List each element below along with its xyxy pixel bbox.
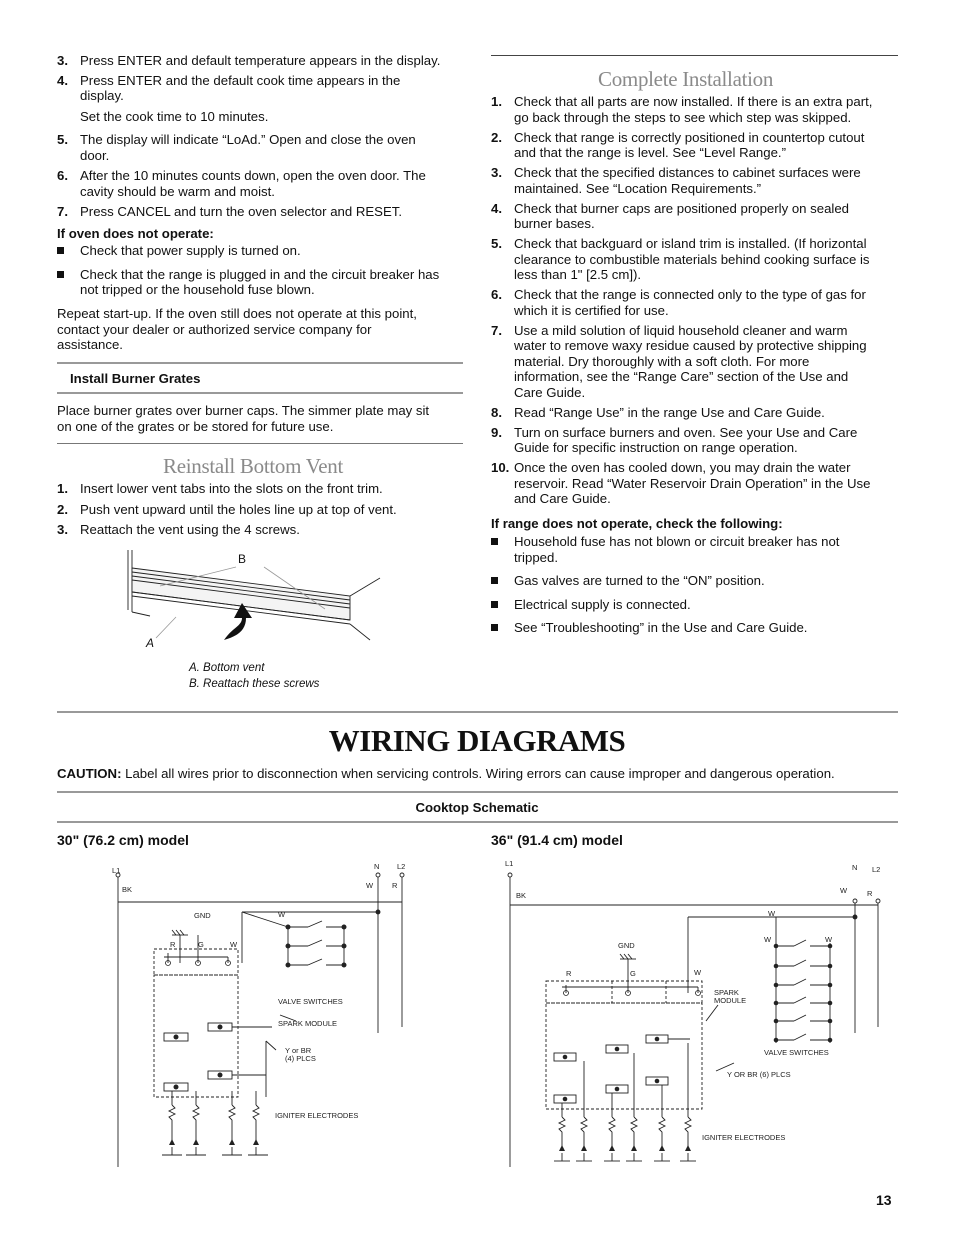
bullet-text-line: See “Troubleshooting” in the Use and Care Guide. [514, 620, 808, 635]
step-text-line: Guide for specific instruction on range operation. [514, 440, 798, 455]
step-text-line: Check that burner caps are positioned properly on sealed [514, 200, 850, 216]
step-text-line: Turn on surface burners and oven. See your Use and Care [514, 424, 858, 440]
d30-w-switch-label: W [278, 910, 286, 919]
bullet-text-line: Check that the range is plugged in and the circuit breaker has [80, 266, 440, 282]
step-text-line: clearance to combustible materials behind cooking surface is [514, 251, 870, 267]
d36-valve-switches-label: VALVE SWITCHES [764, 1048, 829, 1057]
cooktop-schematic-heading: Cooktop Schematic [415, 800, 539, 815]
step-number: 7. [57, 204, 68, 219]
step-text-line: Use a mild solution of liquid household cleaner and warm [514, 322, 848, 338]
step-text-line: Read “Range Use” in the range Use and Care Guide. [514, 404, 825, 420]
step-number: 9. [491, 424, 502, 440]
complete-installation-heading: Complete Installation [598, 67, 774, 91]
step-number: 2. [57, 501, 68, 517]
step-text-line: go back through the steps to see which step was skipped. [514, 109, 852, 125]
d30-plcs-label: (4) PLCS [285, 1054, 316, 1063]
wiring-schematic-30 [100, 855, 430, 1170]
paragraph-line: on one of the grates or be stored for future use. [57, 418, 334, 434]
vent-label-b: B [238, 552, 247, 566]
d36-y-or-br-label: Y OR BR (6) PLCS [727, 1070, 791, 1079]
step-text-line: Set the cook time to 10 minutes. [80, 108, 269, 124]
d36-r-top-label: R [867, 889, 873, 898]
page-number: 13 [876, 1192, 892, 1208]
vent-section-rule [57, 443, 463, 444]
d30-gnd-label: GND [194, 911, 211, 920]
step-number: 2. [491, 129, 502, 145]
wiring-schematic-36 [500, 855, 900, 1170]
d30-l1-label: L1 [112, 866, 121, 875]
wiring-diagrams-title: WIRING DIAGRAMS [328, 723, 626, 758]
step-number: 1. [491, 94, 502, 109]
step-number: 3. [57, 53, 68, 68]
step-number: 1. [57, 481, 68, 496]
d30-w-top-label: W [366, 881, 374, 890]
step-number: 7. [491, 322, 502, 338]
bullet-square [57, 271, 64, 278]
bullet-square [491, 601, 498, 608]
bullet-text-line: not tripped or the household fuse blown. [80, 282, 315, 297]
paragraph-line: contact your dealer or authorized service company for [57, 321, 372, 337]
d36-w-b-label: W [764, 935, 772, 944]
d30-r-label: R [170, 940, 176, 949]
d36-w-c-label: W [825, 935, 833, 944]
d36-gnd-label: GND [618, 941, 635, 950]
paragraph-line: Repeat start-up. If the oven still does not operate at this point, [57, 306, 417, 321]
d36-w-a-label: W [768, 909, 776, 918]
d36-bk-label: BK [516, 891, 527, 900]
step-number: 10. [491, 460, 510, 475]
complete-install-top-rule [491, 55, 898, 56]
step-text-line: Care Guide. [514, 384, 586, 400]
bullet-text-line: tripped. [514, 549, 558, 565]
burner-grates-top-rule [57, 362, 463, 364]
step-number: 4. [491, 200, 502, 216]
step-text-line: Check that range is correctly positioned in countertop cutout [514, 129, 865, 145]
bullet-text-line: Electrical supply is connected. [514, 597, 691, 612]
step-text-line: maintained. See “Location Requirements.” [514, 180, 762, 196]
reinstall-bottom-vent-heading: Reinstall Bottom Vent [163, 454, 343, 478]
step-number: 3. [491, 165, 502, 180]
step-text-line: Once the oven has cooled down, you may drain the water [514, 460, 851, 475]
burner-grates-bottom-rule [57, 392, 463, 394]
d36-spark-label: SPARK [714, 988, 739, 997]
step-text-line: reservoir. Read “Water Reservoir Drain Operation” in the Use [514, 475, 871, 491]
d36-w-top-label: W [840, 886, 848, 895]
step-text-line: water to remove waxy residue caused by protective shipping [514, 338, 867, 353]
d30-spark-module-label: SPARK MODULE [278, 1019, 338, 1028]
d36-igniter-label: IGNITER ELECTRODES [702, 1133, 786, 1142]
model-36-title: 36" (91.4 cm) model [491, 832, 623, 848]
vent-caption-a: A. Bottom vent [189, 662, 265, 674]
d36-g-label: G [630, 969, 636, 978]
step-number: 4. [57, 72, 68, 88]
step-text-line: and that the range is level. See “Level Range.” [514, 145, 786, 160]
d36-w-label: W [694, 968, 702, 977]
d30-valve-switches-label: VALVE SWITCHES [278, 997, 343, 1006]
step-text-line: and Care Guide. [514, 491, 611, 506]
bullet-square [57, 247, 64, 254]
schematic-top-rule [57, 791, 898, 793]
d30-igniter-label: IGNITER ELECTRODES [275, 1111, 359, 1120]
bullet-square [491, 577, 498, 584]
vent-caption-b: B. Reattach these screws [189, 678, 320, 690]
step-text-line: door. [80, 147, 110, 163]
range-not-operate-heading: If range does not operate, check the following: [491, 516, 783, 531]
d36-n-label: N [852, 863, 858, 872]
bullet-text-line: Check that power supply is turned on. [80, 243, 301, 258]
step-text-line: display. [80, 88, 124, 103]
caution-label: CAUTION: [57, 766, 122, 781]
burner-grates-heading: Install Burner Grates [70, 371, 201, 386]
wiring-top-rule [57, 711, 898, 713]
step-text-line: Check that the range is connected only to the type of gas for [514, 287, 866, 302]
d36-l2-label: L2 [872, 865, 881, 874]
step-number: 6. [57, 168, 68, 183]
step-text-line: less than 1" [2.5 cm]). [514, 267, 642, 282]
caution-text: Label all wires prior to disconnection when servicing controls. Wiring errors can cause improper and dangerous operation. [121, 766, 835, 781]
bullet-text-line: Gas valves are turned to the “ON” position. [514, 573, 765, 588]
step-text-line: Insert lower vent tabs into the slots on the front trim. [80, 481, 383, 496]
d36-module-label: MODULE [714, 996, 747, 1005]
d30-l2-label: L2 [397, 862, 406, 871]
step-text-line: After the 10 minutes counts down, open the oven door. The [80, 168, 426, 183]
schematic-bottom-rule [57, 821, 898, 823]
paragraph-line: assistance. [57, 337, 123, 352]
d30-r-top-label: R [392, 881, 398, 890]
step-text-line: cavity should be warm and moist. [80, 183, 275, 199]
step-text-line: Press CANCEL and turn the oven selector and RESET. [80, 204, 403, 219]
d36-l1-label: L1 [505, 859, 514, 868]
step-text-line: burner bases. [514, 216, 595, 231]
step-text-line: which it is certified for use. [514, 302, 669, 318]
d30-bk-label: BK [122, 885, 133, 894]
bullet-square [491, 538, 498, 545]
step-text-line: The display will indicate “LoAd.” Open and close the oven [80, 132, 416, 147]
step-number: 5. [57, 132, 68, 147]
step-number: 3. [57, 522, 68, 537]
d30-w-label: W [230, 940, 238, 949]
bottom-vent-figure [120, 548, 400, 658]
vent-label-a: A [146, 636, 155, 650]
step-text-line: Check that the specified distances to cabinet surfaces were [514, 165, 861, 180]
step-text-line: Push vent upward until the holes line up at top of vent. [80, 501, 397, 517]
step-text-line: Press ENTER and default temperature appears in the display. [80, 53, 441, 68]
caution-line [57, 766, 917, 782]
step-number: 8. [491, 404, 502, 420]
step-number: 6. [491, 287, 502, 302]
step-text-line: Check that all parts are now installed. If there is an extra part, [514, 94, 873, 109]
d36-r-label: R [566, 969, 572, 978]
model-30-title: 30" (76.2 cm) model [57, 832, 189, 848]
paragraph-line: Place burner grates over burner caps. The simmer plate may sit [57, 403, 430, 418]
bullet-square [491, 624, 498, 631]
oven-not-operate-heading: If oven does not operate: [57, 226, 214, 241]
bullet-text-line: Household fuse has not blown or circuit breaker has not [514, 534, 840, 549]
step-number: 5. [491, 236, 502, 251]
d30-g-label: G [198, 940, 204, 949]
step-text-line: Reattach the vent using the 4 screws. [80, 522, 300, 537]
d30-n-label: N [374, 862, 380, 871]
step-text-line: Check that backguard or island trim is installed. (If horizontal [514, 236, 867, 251]
d30-y-or-br-label: Y or BR [285, 1046, 312, 1055]
step-text-line: information, see the “Range Care” section of the Use and [514, 369, 849, 384]
step-text-line: Press ENTER and the default cook time appears in the [80, 72, 401, 88]
step-text-line: material. Dry thoroughly with a soft cloth. For more [514, 353, 810, 369]
